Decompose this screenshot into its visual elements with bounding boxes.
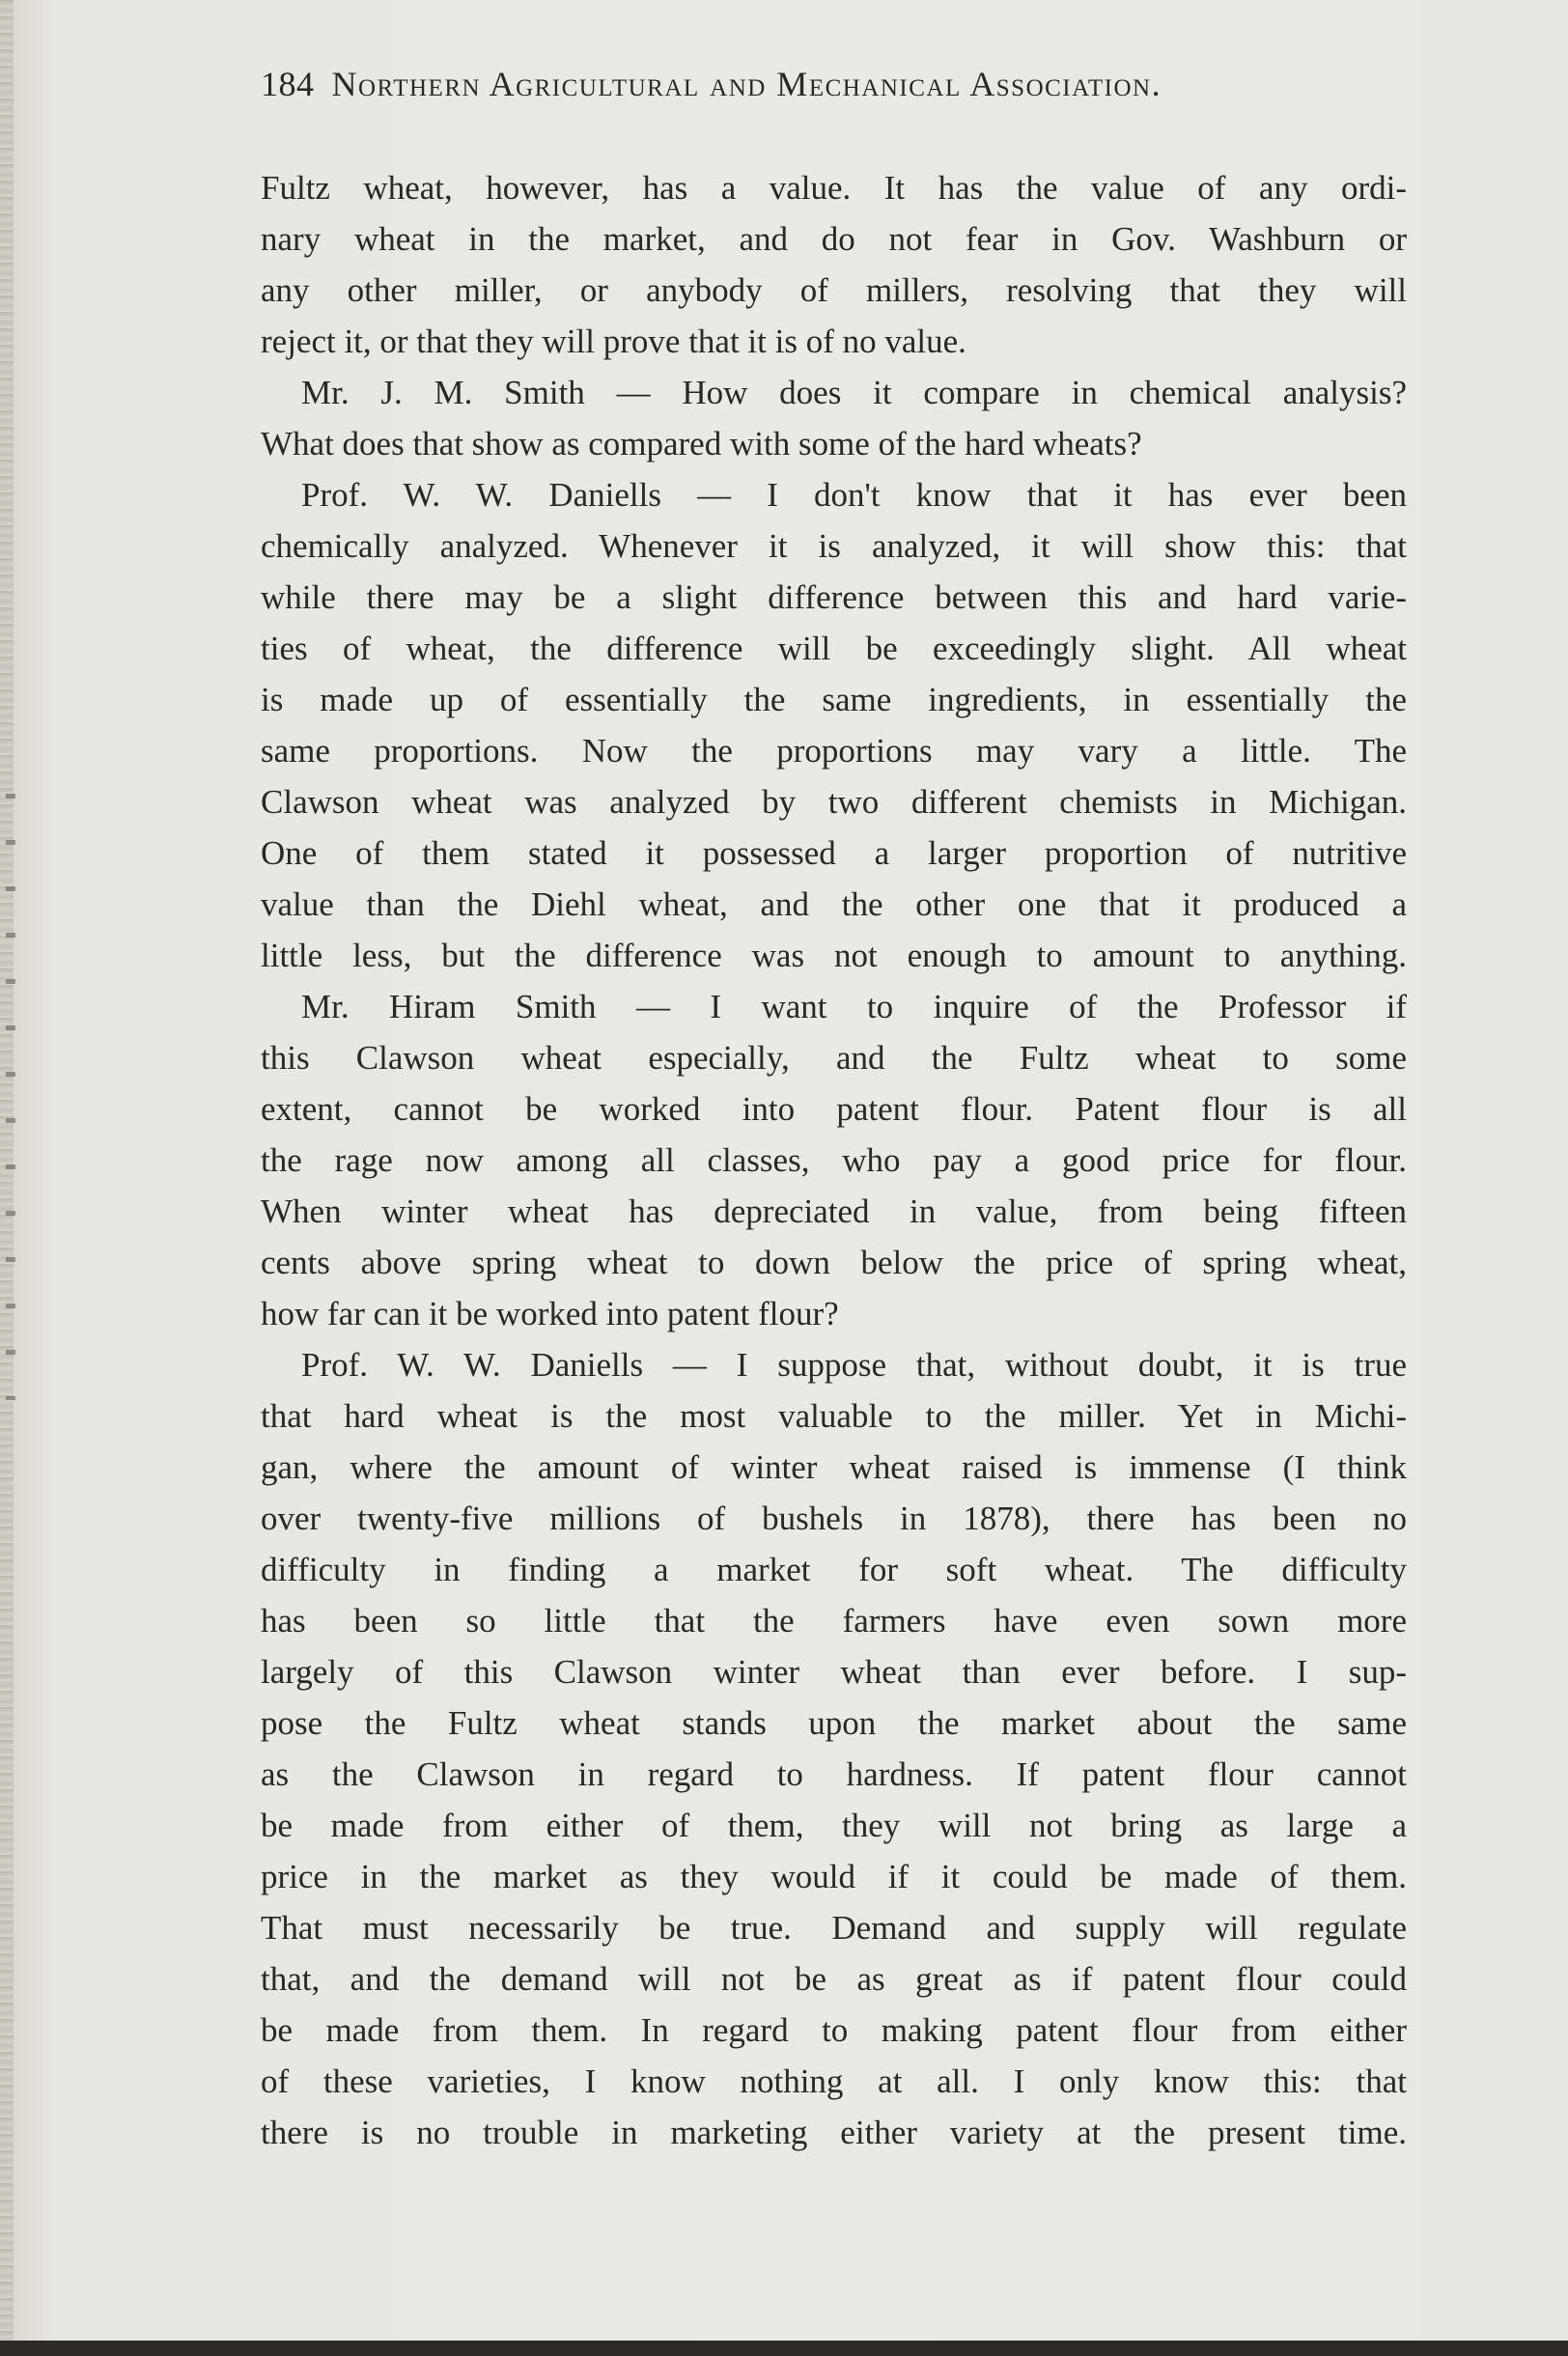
text-line: any other miller, or anybody of millers, resolving that they will	[261, 271, 1407, 309]
text-line: that, and the demand will not be as great as if patent flour could	[261, 1960, 1407, 1998]
paragraph-3	[261, 469, 1407, 981]
text-line: be made from them. In regard to making patent flour from either	[261, 2011, 1407, 2049]
running-title: Northern Agricultural and Mechanical Association.	[331, 65, 1162, 103]
text-line: chemically analyzed. Whenever it is analyzed, it will show this: that	[261, 527, 1407, 565]
text-line: gan, where the amount of winter wheat raised is immense (I think	[261, 1448, 1407, 1486]
text-line: difficulty in finding a market for soft wheat. The difficulty	[261, 1551, 1407, 1588]
text-line: little less, but the difference was not enough to amount to anything.	[261, 937, 1407, 974]
text-line: value than the Diehl wheat, and the other one that it produced a	[261, 885, 1407, 923]
text-line: Mr. Hiram Smith — I want to inquire of the Professor if	[301, 988, 1407, 1025]
text-line: same proportions. Now the proportions may vary a little. The	[261, 732, 1407, 770]
text-line: as the Clawson in regard to hardness. If patent flour cannot	[261, 1755, 1407, 1793]
body-text	[261, 162, 1407, 2158]
text-line: reject it, or that they will prove that it is of no value.	[261, 323, 966, 360]
text-line: that hard wheat is the most valuable to the miller. Yet in Michi-	[261, 1397, 1407, 1435]
text-line: price in the market as they would if it could be made of them.	[261, 1858, 1407, 1895]
text-line: be made from either of them, they will not bring as large a	[261, 1807, 1407, 1844]
paragraph-5	[261, 1339, 1407, 2158]
text-line: is made up of essentially the same ingredients, in essentially the	[261, 681, 1407, 718]
paragraph-2	[261, 367, 1407, 469]
text-line: When winter wheat has depreciated in value, from being fifteen	[261, 1192, 1407, 1230]
text-line: over twenty-five millions of bushels in 1878), there has been no	[261, 1500, 1407, 1537]
text-line: how far can it be worked into patent flour?	[261, 1295, 839, 1332]
running-header	[261, 64, 1410, 122]
text-line: What does that show as compared with some of the hard wheats?	[261, 425, 1142, 463]
text-line: cents above spring wheat to down below the price of spring wheat,	[261, 1244, 1407, 1281]
binding-specks	[6, 772, 15, 1400]
text-line: pose the Fultz wheat stands upon the market about the same	[261, 1704, 1407, 1742]
text-line: Prof. W. W. Daniells — I suppose that, without doubt, it is true	[301, 1346, 1407, 1384]
text-line: Mr. J. M. Smith — How does it compare in chemical analysis?	[301, 374, 1407, 411]
text-line: Prof. W. W. Daniells — I don't know that it has ever been	[301, 476, 1407, 514]
text-line: has been so little that the farmers have even sown more	[261, 1602, 1407, 1640]
text-line: the rage now among all classes, who pay a good price for flour.	[261, 1141, 1407, 1179]
text-line: ties of wheat, the difference will be exceedingly slight. All wheat	[261, 630, 1407, 667]
text-line: largely of this Clawson winter wheat than ever before. I sup-	[261, 1653, 1407, 1691]
text-line: That must necessarily be true. Demand and supply will regulate	[261, 1909, 1407, 1947]
text-line: nary wheat in the market, and do not fear in Gov. Washburn or	[261, 220, 1407, 258]
page-edge	[0, 2341, 1568, 2356]
paragraph-1	[261, 162, 1407, 367]
text-line: of these varieties, I know nothing at all. I only know this: that	[261, 2062, 1407, 2100]
text-line: One of them stated it possessed a larger proportion of nutritive	[261, 834, 1407, 872]
text-line: extent, cannot be worked into patent flour. Patent flour is all	[261, 1090, 1407, 1128]
text-line: while there may be a slight difference between this and hard varie-	[261, 578, 1407, 616]
text-line: this Clawson wheat especially, and the Fultz wheat to some	[261, 1039, 1407, 1077]
page-number: 184	[261, 65, 315, 103]
text-line: Fultz wheat, however, has a value. It has the value of any ordi-	[261, 169, 1407, 207]
text-line: there is no trouble in marketing either variety at the present time.	[261, 2114, 1407, 2151]
paragraph-4	[261, 981, 1407, 1339]
text-line: Clawson wheat was analyzed by two different chemists in Michigan.	[261, 783, 1407, 821]
